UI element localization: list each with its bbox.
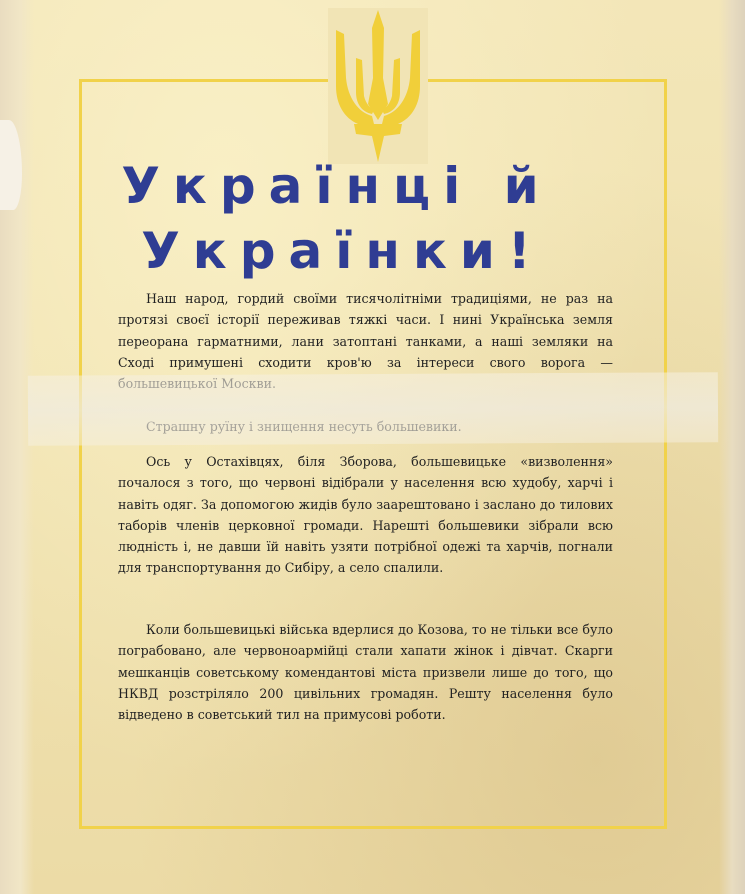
paper-edge-right — [719, 0, 745, 894]
title-line-2: Українки! — [141, 222, 544, 280]
title-line-1: Українці й — [121, 157, 552, 215]
paragraph-4: Коли большевицькі війська вдерлися до Козова, то не тільки все було пограбовано, але червоноармійці стали хапати жінок і дівчат. Скарги мешканців советському комендантові міста призвели лише до того, що НКВД розстріляло 200 цивільних громадян. Решту населення було відведено в советський тил на примусові роботи. — [118, 622, 613, 723]
paragraph-1: Наш народ, гордий своїми тисячолітніми традиціями, не раз на протязі своєї історії переживав тяжкі часи. І нині Українська земля переорана гарматними, лани затоптані танками, а наші земляки на Сході примушені сходити кров'ю за інтереси свого ворога — — [118, 291, 613, 370]
trident-icon — [328, 8, 428, 164]
paragraph-3: Ось у Остахівцях, біля Зборова, большевицьке «визволення» почалося з того, що червоні відібрали у населення всю худобу, харчі і навіть одяг. За допомогою жидів було заарештовано і заслано до тилових таборів членів церковної громади. Нарешті большевики зібрали всю людність і, не давши їй навіть узяти потрібної одежі та харчів, погнали для транспортування до Сибіру, а село спалили. — [118, 454, 613, 576]
trident-icon-graphic — [328, 8, 428, 164]
tape-strip — [28, 372, 718, 446]
